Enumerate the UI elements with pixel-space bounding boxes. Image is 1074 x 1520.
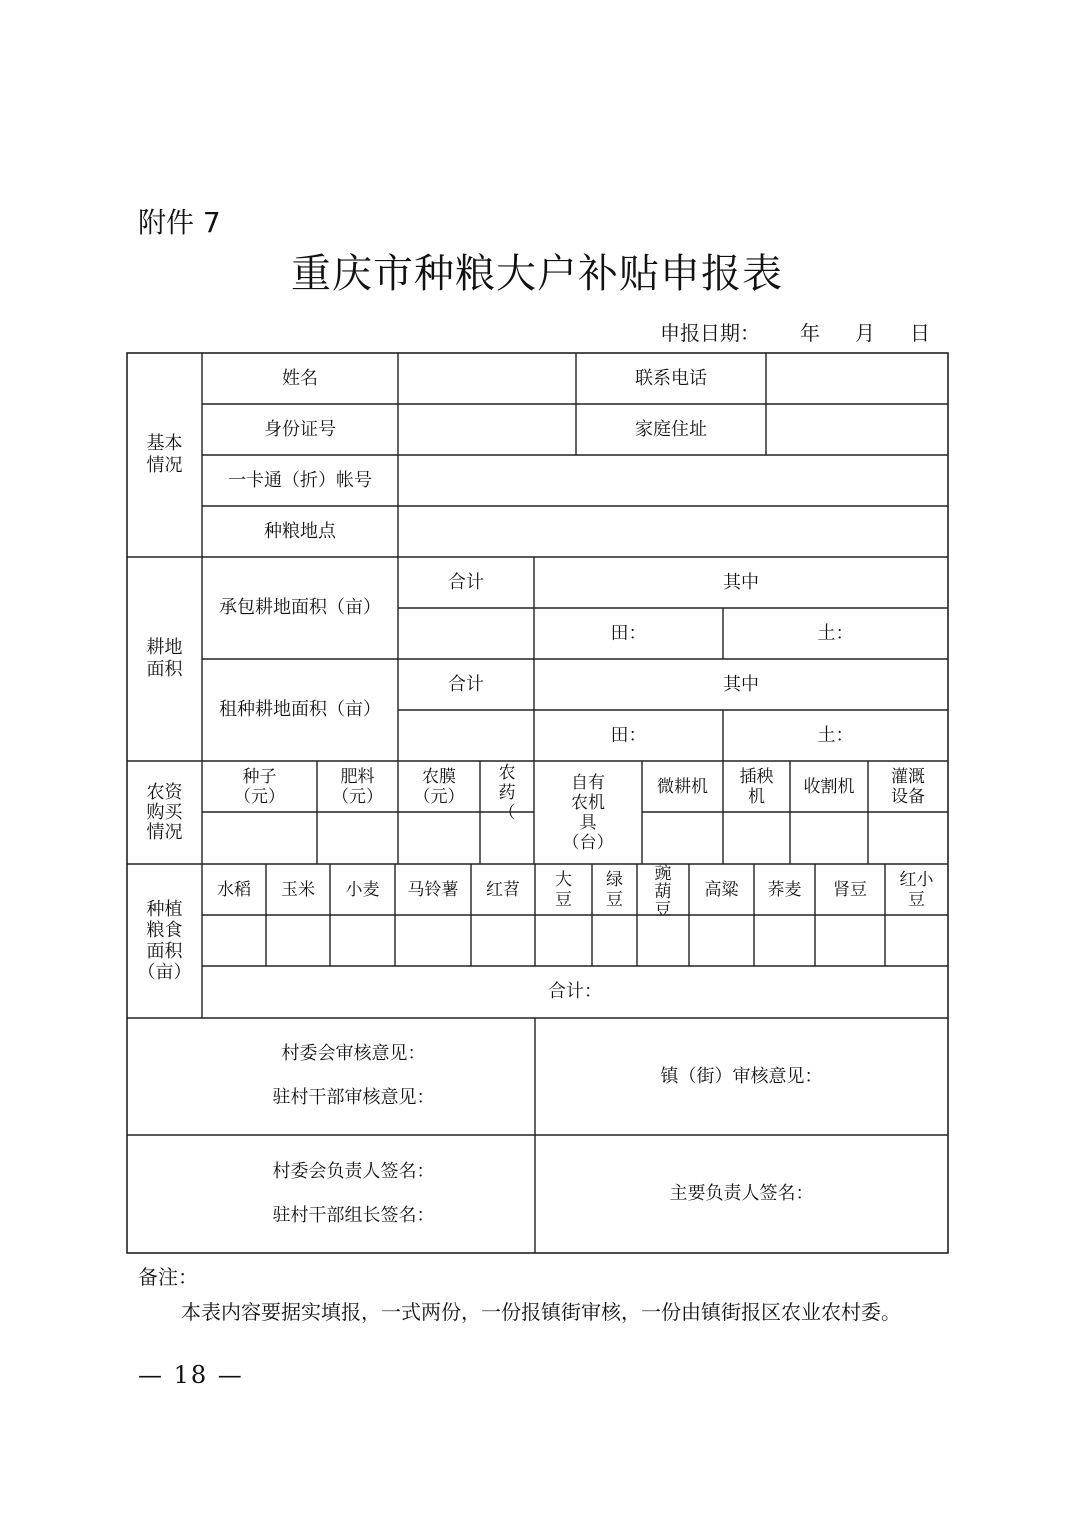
own-machinery-label: 自有 农机 具 （台） [562, 772, 614, 853]
name-label: 姓名 [282, 367, 318, 389]
irrigation-label: 灌溉 设备 [891, 766, 925, 807]
address-field[interactable] [766, 404, 948, 455]
page-number: — 18 — [138, 1361, 244, 1389]
contracted-total-field[interactable] [398, 608, 534, 659]
id-number-field[interactable] [398, 404, 576, 455]
contracted-dry-field[interactable]: 土： [817, 622, 854, 644]
rented-paddy-field[interactable]: 田： [610, 724, 647, 746]
crop-buckwheat-label: 荞麦 [767, 879, 802, 900]
transplanter-label: 插秧 机 [739, 766, 774, 807]
crop-sorghum-label: 高粱 [704, 879, 739, 900]
crop-rice-field[interactable] [202, 915, 266, 966]
film-cost-label: 农膜 （元） [413, 766, 465, 807]
micro-tiller-label: 微耕机 [657, 776, 708, 797]
crop-sweet-potato-label: 红苕 [486, 879, 520, 900]
harvester-label: 收割机 [803, 776, 855, 797]
rented-of-which-label: 其中 [723, 673, 759, 695]
crop-red-bean-label: 红小 豆 [899, 869, 934, 910]
crop-buckwheat-field[interactable] [754, 915, 815, 966]
account-field[interactable] [398, 455, 948, 506]
report-date-label: 申报日期： [660, 321, 760, 345]
crop-soybean-field[interactable] [535, 915, 592, 966]
section-land-area: 耕地 面积 [146, 637, 183, 680]
id-number-label: 身份证号 [264, 418, 336, 440]
seed-cost-field[interactable] [202, 812, 317, 864]
irrigation-field[interactable] [868, 812, 948, 864]
pesticide-cost-label: 农 药 （ [498, 763, 516, 823]
rented-total-label: 合计 [448, 673, 484, 695]
contracted-paddy-field[interactable]: 田： [610, 622, 647, 644]
seed-cost-label: 种子 （元） [234, 766, 285, 807]
phone-field[interactable] [766, 353, 948, 404]
town-review[interactable]: 镇（街）审核意见： [660, 1065, 823, 1087]
fertilizer-cost-field[interactable] [317, 812, 398, 864]
fertilizer-cost-label: 肥料 （元） [332, 766, 383, 807]
village-head-signature[interactable]: 村委会负责人签名： [272, 1161, 435, 1182]
transplanter-field[interactable] [723, 812, 790, 864]
crop-kidney-bean-label: 肾豆 [833, 879, 867, 900]
crop-corn-label: 玉米 [281, 879, 315, 900]
crop-kidney-bean-field[interactable] [815, 915, 885, 966]
village-committee-review[interactable]: 村委会审核意见： [281, 1043, 426, 1064]
pesticide-cost-field[interactable] [480, 812, 534, 864]
section-basic-info: 基本 情况 [146, 433, 183, 476]
crop-rice-label: 水稻 [217, 879, 251, 900]
crop-corn-field[interactable] [266, 915, 330, 966]
section-crop-area: 种植 粮食 面积 （亩） [137, 899, 192, 983]
remarks-text: 本表内容要据实填报，一式两份，一份报镇街审核，一份由镇街报区农业农村委。 [181, 1300, 901, 1324]
resident-cadre-review[interactable]: 驻村干部审核意见： [272, 1087, 435, 1108]
contracted-of-which-label: 其中 [723, 571, 759, 593]
crop-potato-label: 马铃薯 [407, 879, 459, 900]
main-head-signature[interactable]: 主要负责人签名： [669, 1183, 814, 1204]
rented-total-field[interactable] [398, 710, 534, 761]
rented-dry-field[interactable]: 土： [817, 724, 854, 746]
section-agri-purchase: 农资 购买 情况 [146, 781, 183, 843]
contracted-total-label: 合计 [448, 571, 484, 593]
attachment-label: 附件 7 [138, 206, 221, 239]
crop-red-bean-field[interactable] [885, 915, 948, 966]
remarks-label: 备注： [138, 1265, 198, 1289]
rented-land-label: 租种耕地面积（亩） [219, 699, 381, 720]
film-cost-field[interactable] [398, 812, 480, 864]
date-year-label: 年 [800, 321, 820, 345]
date-month-label: 月 [855, 321, 875, 345]
date-day-label: 日 [910, 321, 930, 345]
crop-total-field[interactable]: 合计： [548, 981, 602, 1002]
cadre-leader-signature[interactable]: 驻村干部组长签名： [272, 1205, 435, 1226]
crop-wheat-field[interactable] [330, 915, 395, 966]
crop-pea-field[interactable] [637, 915, 689, 966]
phone-label: 联系电话 [635, 367, 707, 389]
contracted-land-label: 承包耕地面积（亩） [219, 597, 381, 618]
location-field[interactable] [398, 506, 948, 557]
micro-tiller-field[interactable] [642, 812, 723, 864]
crop-sweet-potato-field[interactable] [471, 915, 535, 966]
crop-soybean-label: 大 豆 [555, 869, 572, 910]
address-label: 家庭住址 [635, 418, 707, 440]
form-title: 重庆市种粮大户补贴申报表 [291, 251, 783, 297]
crop-mung-bean-field[interactable] [592, 915, 637, 966]
crop-pea-label: 豌 葫 豆 [654, 864, 672, 920]
crop-mung-bean-label: 绿 豆 [606, 869, 623, 910]
location-label: 种粮地点 [264, 520, 336, 542]
name-field[interactable] [398, 353, 576, 404]
crop-wheat-label: 小麦 [345, 879, 380, 900]
account-label: 一卡通（折）帐号 [228, 469, 372, 491]
harvester-field[interactable] [790, 812, 868, 864]
crop-sorghum-field[interactable] [689, 915, 754, 966]
crop-potato-field[interactable] [395, 915, 471, 966]
